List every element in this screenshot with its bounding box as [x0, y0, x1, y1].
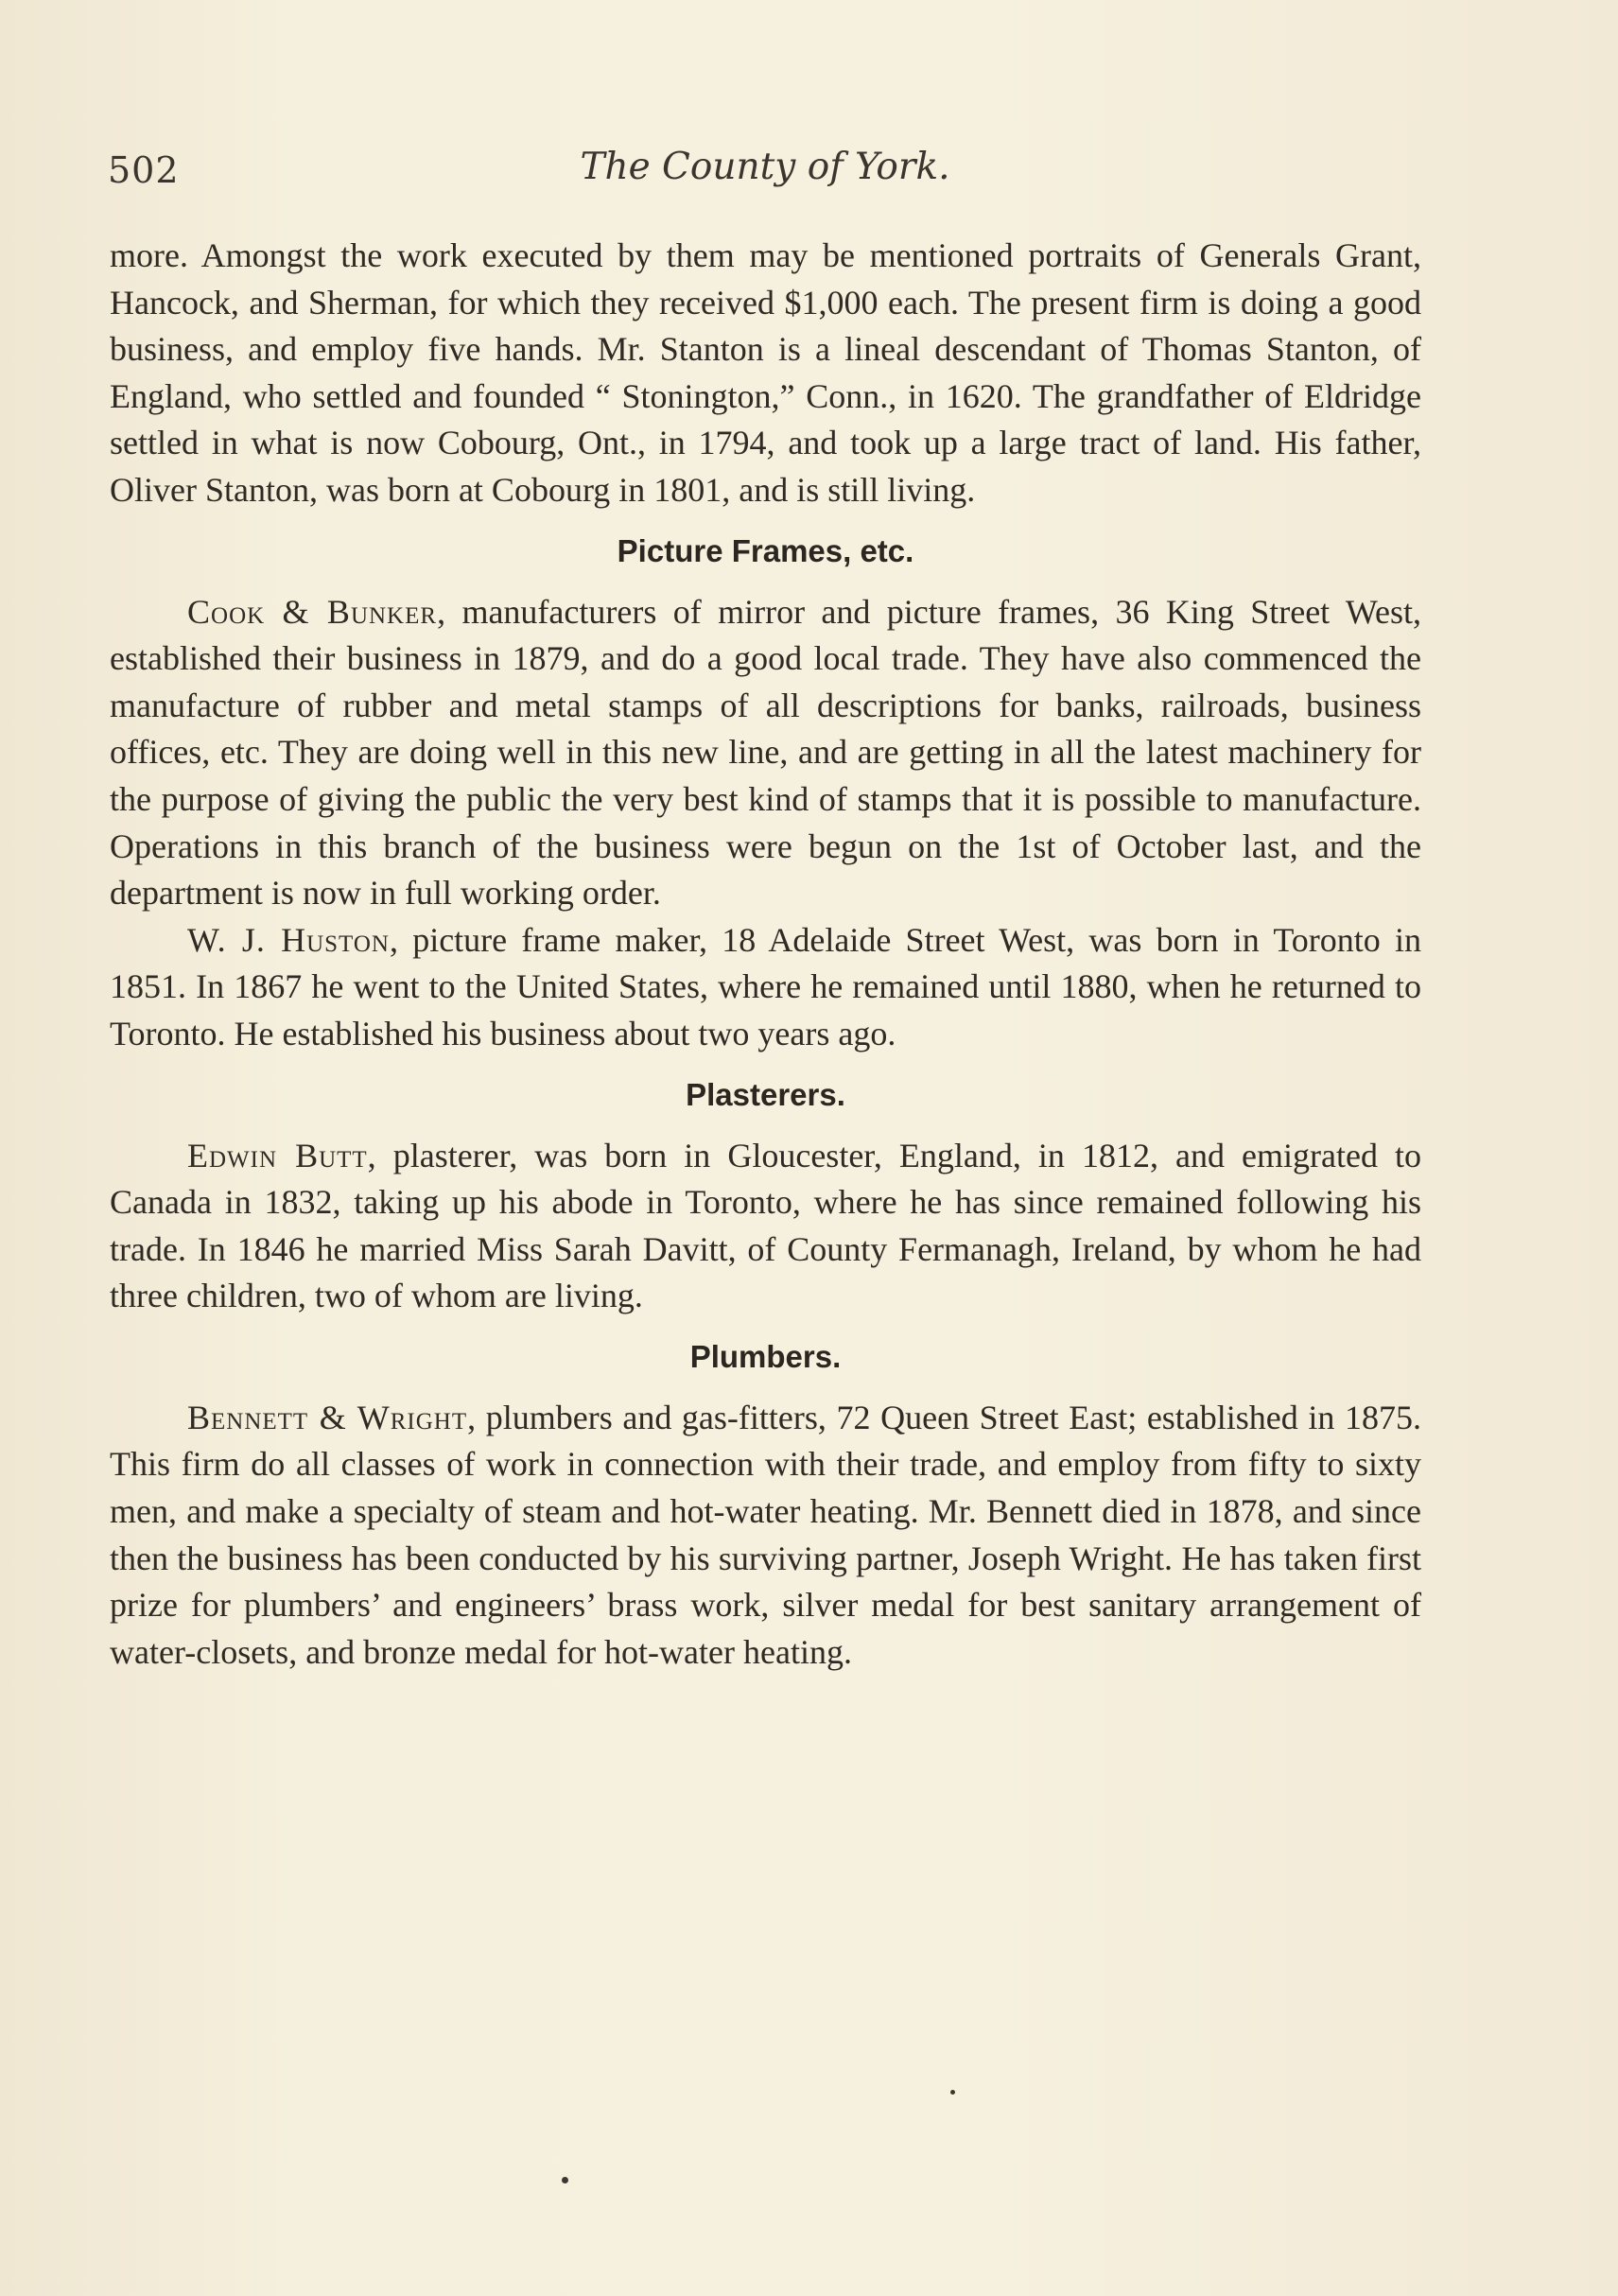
firm-name-bennett-wright: Bennett & Wright	[187, 1398, 468, 1436]
section-heading-plasterers: Plasterers.	[686, 1076, 845, 1112]
person-name-butt: Edwin Butt	[187, 1136, 368, 1174]
ink-speck	[950, 2090, 955, 2095]
paragraph-butt	[110, 1133, 1421, 1320]
paragraph-stanton: more. Amongst the work executed by them may be mentioned portraits of Generals Grant, Hancock, and Sherman, for which they received $1,000 each. The present firm is doing a good business, and employ five hands. Mr. Stanton is a lineal descendant of Thomas Stanton, of England, who settled and founded “ Stonington,” Conn., in 1620. The grandfather of Eldridge settled in what is now Cobourg, Ont., in 1794, and took up a large tract of land. His father, Oliver Stanton, was born at Cobourg in 1801, and is still living.	[110, 236, 1421, 509]
body-text	[110, 233, 1421, 1676]
section-heading-plumbers: Plumbers.	[689, 1338, 842, 1374]
firm-name-cook-bunker: Cook & Bunker	[187, 592, 438, 631]
paragraph-text: , manufacturers of mirror and picture frames, 36 King Street West, established their business in 1879, and do a good local trade. They have also commenced the manufacture of rubber and metal stamps of all descriptions for banks, railroads, business offices, etc. They are doing well in this new line, and are getting in all the latest machinery for the purpose of giving the public the very best kind of stamps that it is possible to manufacture. Operations in this branch of the business were begun on the 1st of October last, and the department is now in full working order.	[110, 592, 1421, 913]
paragraph-text: , plumbers and gas-fitters, 72 Queen Street East; established in 1875. This firm do all classes of work in connection with their trade, and employ from fifty to sixty men, and make a specialty of steam and hot-water heating. Mr. Bennett died in 1878, and since then the business has been conducted by his surviving partner, Joseph Wright. He has taken first prize for plumbers’ and engineers’ brass work, silver medal for best sanitary arrangement of water-closets, and bronze medal for hot-water heating.	[110, 1398, 1421, 1671]
person-name-huston: W. J. Huston	[187, 920, 390, 959]
section-heading-picture-frames: Picture Frames, etc.	[617, 532, 914, 568]
paragraph-huston	[110, 917, 1421, 1058]
running-title: The County of York.	[580, 146, 950, 188]
running-head	[108, 142, 1422, 199]
ink-speck	[562, 2177, 568, 2183]
page-number: 502	[108, 149, 180, 191]
paragraph-text: , plasterer, was born in Gloucester, England, in 1812, and emigrated to Canada in 1832, taking up his abode in Toronto, where he has since remained following his trade. In 1846 he married Miss Sarah Davitt, of County Fermanagh, Ireland, by whom he had three children, two of whom are living.	[110, 1136, 1421, 1315]
paragraph-bennett-wright	[110, 1395, 1421, 1677]
paragraph-text: , picture frame maker, 18 Adelaide Street West, was born in Toronto in 1851. In 1867 he went to the United States, where he remained until 1880, when he returned to Toronto. He established his business about two years ago.	[110, 920, 1421, 1052]
paragraph-cook-bunker	[110, 589, 1421, 917]
